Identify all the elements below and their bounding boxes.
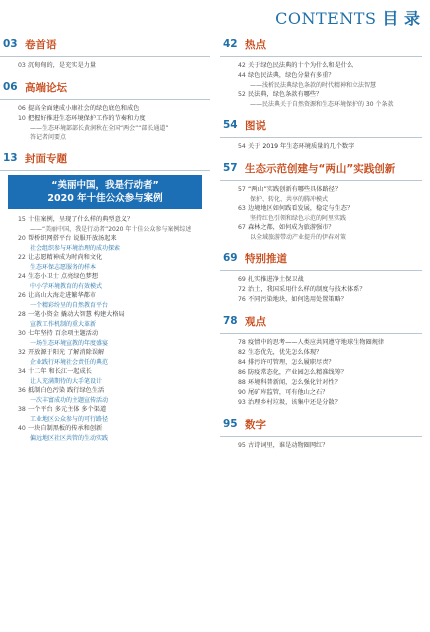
entry-page-number: 15	[18, 216, 26, 223]
left-column	[0, 34, 210, 449]
entry-title: 环境科普新闻，怎么强化针对性？	[248, 379, 341, 386]
section-divider	[220, 270, 422, 271]
entry-page-number: 26	[18, 292, 26, 299]
toc-entry[interactable]	[0, 61, 210, 71]
entry-title: 七年坚持 百余项主题活动	[28, 330, 99, 337]
section-page-number: 03	[3, 38, 18, 50]
section-page-number: 69	[223, 252, 238, 264]
section-title: 特别推道	[245, 252, 287, 265]
entry-title: 把握好推进生态环境保护工作的节奏和力度	[28, 115, 146, 122]
section-page-number: 42	[223, 38, 238, 50]
toc-entry[interactable]	[0, 291, 210, 301]
entry-page-number: 90	[238, 389, 246, 396]
section-title: 热点	[245, 38, 266, 51]
entry-title: 疫情中的思考——人类应共同遵守地球生物圈规律	[248, 339, 385, 346]
section-title: 卷首语	[25, 38, 57, 51]
section-title: 观点	[245, 315, 266, 328]
entry-title: 排污许可管理，怎么履职尽责？	[248, 359, 335, 366]
section-header	[220, 311, 422, 331]
entry-page-number: 84	[238, 359, 246, 366]
section-divider	[220, 333, 422, 334]
entry-title: 抵制白色污染 践行绿色生活	[28, 387, 105, 394]
section-header	[0, 148, 210, 168]
entry-page-number: 34	[18, 368, 26, 375]
section-page-number: 57	[223, 162, 238, 174]
section-title: 生态示范创建与“两山”实践创新	[245, 162, 396, 175]
section-divider	[0, 56, 210, 57]
entry-title: 十佳案例，呈现了什么样的典型意义？	[28, 216, 134, 223]
contents-title-cn: 目 录	[382, 9, 420, 28]
section-divider	[220, 436, 422, 437]
entry-subtitle: ——民法典关于自然资源和生态环境保护的 30 个条款	[250, 101, 394, 108]
entry-page-number: 20	[18, 235, 26, 242]
entry-page-number: 67	[238, 224, 246, 231]
contents-title-en: CONTENTS	[275, 9, 377, 28]
toc-entry[interactable]	[0, 367, 210, 377]
entry-page-number: 86	[238, 369, 246, 376]
entry-title: 绿色民法典，绿色分量有多重？	[248, 72, 335, 79]
entry-page-number: 76	[238, 296, 246, 303]
entry-title: 沉甸甸的，是充实是力量	[28, 62, 97, 69]
entry-title: 让志愿精神成为时尚和文化	[28, 254, 103, 261]
entry-page-number: 06	[18, 105, 26, 112]
entry-subtitle: 以全域旅游带动产业提升的伊春对策	[250, 234, 347, 241]
entry-page-number: 95	[238, 442, 246, 449]
toc-section	[220, 248, 422, 305]
entry-page-number: 57	[238, 186, 246, 193]
section-page-number: 95	[223, 418, 238, 430]
toc-entry[interactable]	[0, 348, 210, 358]
entry-title: 防疫常态化，产业园怎么精准线筹？	[248, 369, 347, 376]
section-divider	[0, 99, 210, 100]
toc-section	[220, 311, 422, 408]
entry-subtitle: 坚持红色引领和绿色示范的阿里实践	[250, 215, 347, 222]
section-header	[220, 414, 422, 434]
entry-title: 提高全面建成小康社会的绿色底色和成色	[28, 105, 140, 112]
section-divider	[220, 137, 422, 138]
toc-entry[interactable]	[220, 398, 422, 408]
section-page-number: 13	[3, 152, 18, 164]
entry-subtitle: 一次丰富成功的主题宣传活动	[30, 397, 109, 404]
toc-entry[interactable]	[220, 223, 422, 233]
entry-subtitle: 偏远地区社区共管的生动实践	[30, 435, 109, 442]
section-title: 封面专题	[25, 152, 67, 165]
entry-page-number: 44	[238, 72, 246, 79]
section-title: 数字	[245, 418, 266, 431]
entry-page-number: 78	[238, 339, 246, 346]
entry-title: 生态小卫士 点亮绿色梦想	[28, 273, 99, 280]
entry-subtitle: 生态环保志愿服务的样本	[30, 264, 97, 271]
entry-title: 不同污染地块，如何选用处置策略？	[248, 296, 347, 303]
toc-entry[interactable]	[0, 234, 210, 244]
entry-subtitle: 让人充满期待的大手笔设计	[30, 378, 103, 385]
toc-entry[interactable]	[220, 185, 422, 195]
toc-section	[0, 34, 210, 71]
banner-line: “美丽中国，我是行动者”	[51, 180, 159, 191]
entry-page-number: 93	[238, 399, 246, 406]
entry-subtitle: ——生态环境部部长黄润秋在全国“两会”“部长通道”	[30, 125, 169, 132]
entry-page-number: 24	[18, 273, 26, 280]
toc-section	[0, 148, 210, 443]
entry-page-number: 36	[18, 387, 26, 394]
toc-entry[interactable]	[0, 272, 210, 282]
toc-entry[interactable]	[220, 378, 422, 388]
entry-page-number: 72	[238, 286, 246, 293]
entry-page-number: 52	[238, 91, 246, 98]
toc-entry[interactable]	[220, 275, 422, 285]
entry-page-number: 22	[18, 254, 26, 261]
toc-entry[interactable]	[0, 405, 210, 415]
toc-entry[interactable]	[0, 215, 210, 225]
entry-title: 森林之都，如何成为旅游强市？	[248, 224, 335, 231]
entry-subtitle: 工业地区公众参与的可行路径	[30, 416, 109, 423]
toc-entry[interactable]	[0, 104, 210, 114]
entry-title: 生态优先，优先怎么体现？	[248, 349, 323, 356]
entry-title: 十二年 和长江一起成长	[28, 368, 92, 375]
toc-entry[interactable]	[220, 368, 422, 378]
toc-entry[interactable]	[220, 358, 422, 368]
section-page-number: 54	[223, 119, 238, 131]
toc-entry[interactable]	[220, 348, 422, 358]
toc-entry[interactable]	[220, 71, 422, 81]
entry-page-number: 54	[238, 143, 246, 150]
entry-subtitle: 社会组织参与环境治理的成功探索	[30, 245, 121, 252]
entry-page-number: 32	[18, 349, 26, 356]
section-divider	[220, 56, 422, 57]
section-header	[220, 115, 422, 135]
entry-title: 尾矿库监管，可有他山之石？	[248, 389, 329, 396]
toc-entry[interactable]	[220, 61, 422, 71]
entry-subtitle: 保护、转化、共享的腾冲模式	[250, 196, 329, 203]
entry-page-number: 40	[18, 425, 26, 432]
toc-section	[0, 77, 210, 142]
entry-title: 民法典，绿色条款有哪些？	[248, 91, 323, 98]
entry-title: 边境地区如何践看发展，稳定与生态？	[248, 205, 354, 212]
section-divider	[0, 170, 210, 171]
entry-title: 扎实推进净土保卫战	[248, 276, 304, 283]
toc-entry[interactable]	[0, 386, 210, 396]
section-title: 高端论坛	[25, 81, 67, 94]
entry-title: 一块自制黑板的传承和创新	[28, 425, 103, 432]
section-header	[220, 248, 422, 268]
section-header	[220, 158, 422, 178]
entry-subtitle: 答记者问要点	[30, 134, 67, 141]
toc-entry[interactable]	[220, 285, 422, 295]
entry-title: 帮桥织网搭平台 说服开放汤起来	[28, 235, 117, 242]
toc-entry[interactable]	[220, 90, 422, 100]
toc-entry[interactable]	[0, 310, 210, 320]
entry-subtitle: ——“美丽中国，我是行动者”2020 年十佳公众参与案例综述	[30, 226, 192, 233]
entry-title: 关于 2019 年生态环境质量的几个数字	[248, 143, 355, 150]
entry-page-number: 42	[238, 62, 246, 69]
entry-title: 让高山大海走进繁华都市	[28, 292, 97, 299]
feature-banner	[8, 175, 202, 209]
section-page-number: 06	[3, 81, 18, 93]
toc-entry[interactable]	[0, 114, 210, 124]
entry-subtitle: 企业践行环境社会责任的典范	[30, 359, 109, 366]
toc-entry[interactable]	[220, 204, 422, 214]
toc-entry[interactable]	[0, 424, 210, 434]
section-header	[220, 34, 422, 54]
section-header	[0, 77, 210, 97]
right-column	[220, 34, 422, 457]
entry-title: 关于绿色民法典的十个为什么和是什么	[248, 62, 354, 69]
toc-entry[interactable]	[0, 329, 210, 339]
entry-page-number: 82	[238, 349, 246, 356]
entry-page-number: 30	[18, 330, 26, 337]
entry-page-number: 28	[18, 311, 26, 318]
toc-section	[220, 158, 422, 242]
entry-subtitle: 一个精彩纷呈的自然教育平台	[30, 302, 109, 309]
entry-subtitle: 中小学环境教育的有效模式	[30, 283, 103, 290]
entry-page-number: 63	[238, 205, 246, 212]
entry-subtitle: 一场生态环境宣教的年度盛宴	[30, 340, 109, 347]
toc-section	[220, 414, 422, 451]
entry-title: 治理乡村垃圾，该集中还是分散？	[248, 399, 341, 406]
section-title: 图说	[245, 119, 266, 132]
entry-title: “两山”实践创新有哪些具体路径？	[248, 186, 342, 193]
entry-page-number: 03	[18, 62, 26, 69]
toc-entry[interactable]	[220, 295, 422, 305]
section-divider	[220, 180, 422, 181]
entry-title: 一个平台 多元主体 多个渠道	[28, 406, 107, 413]
toc-entry[interactable]	[220, 142, 422, 152]
entry-page-number: 10	[18, 115, 26, 122]
section-page-number: 78	[223, 315, 238, 327]
toc-entry[interactable]	[220, 441, 422, 451]
toc-entry[interactable]	[220, 338, 422, 348]
entry-page-number: 69	[238, 276, 246, 283]
entry-title: 古诗词里，谁是动物圈网红？	[248, 442, 329, 449]
toc-section	[220, 34, 422, 109]
entry-subtitle: ——浅析民法典绿色条款的时代精神和立法智慧	[250, 82, 377, 89]
entry-title: 一笔小资金 撬动大智慧 构建大格局	[28, 311, 125, 318]
entry-page-number: 88	[238, 379, 246, 386]
toc-entry[interactable]	[0, 253, 210, 263]
banner-line: 2020 年十佳公众参与案例	[47, 193, 163, 204]
entry-page-number: 38	[18, 406, 26, 413]
toc-entry[interactable]	[220, 388, 422, 398]
entry-title: 治土，我国采用什么样的制度与技术体系？	[248, 286, 366, 293]
section-header	[0, 34, 210, 54]
toc-section	[220, 115, 422, 152]
entry-title: 开放源于阳光 了解消除误解	[28, 349, 105, 356]
entry-subtitle: 宣教工作机制的重大革新	[30, 321, 97, 328]
contents-header	[275, 6, 420, 28]
